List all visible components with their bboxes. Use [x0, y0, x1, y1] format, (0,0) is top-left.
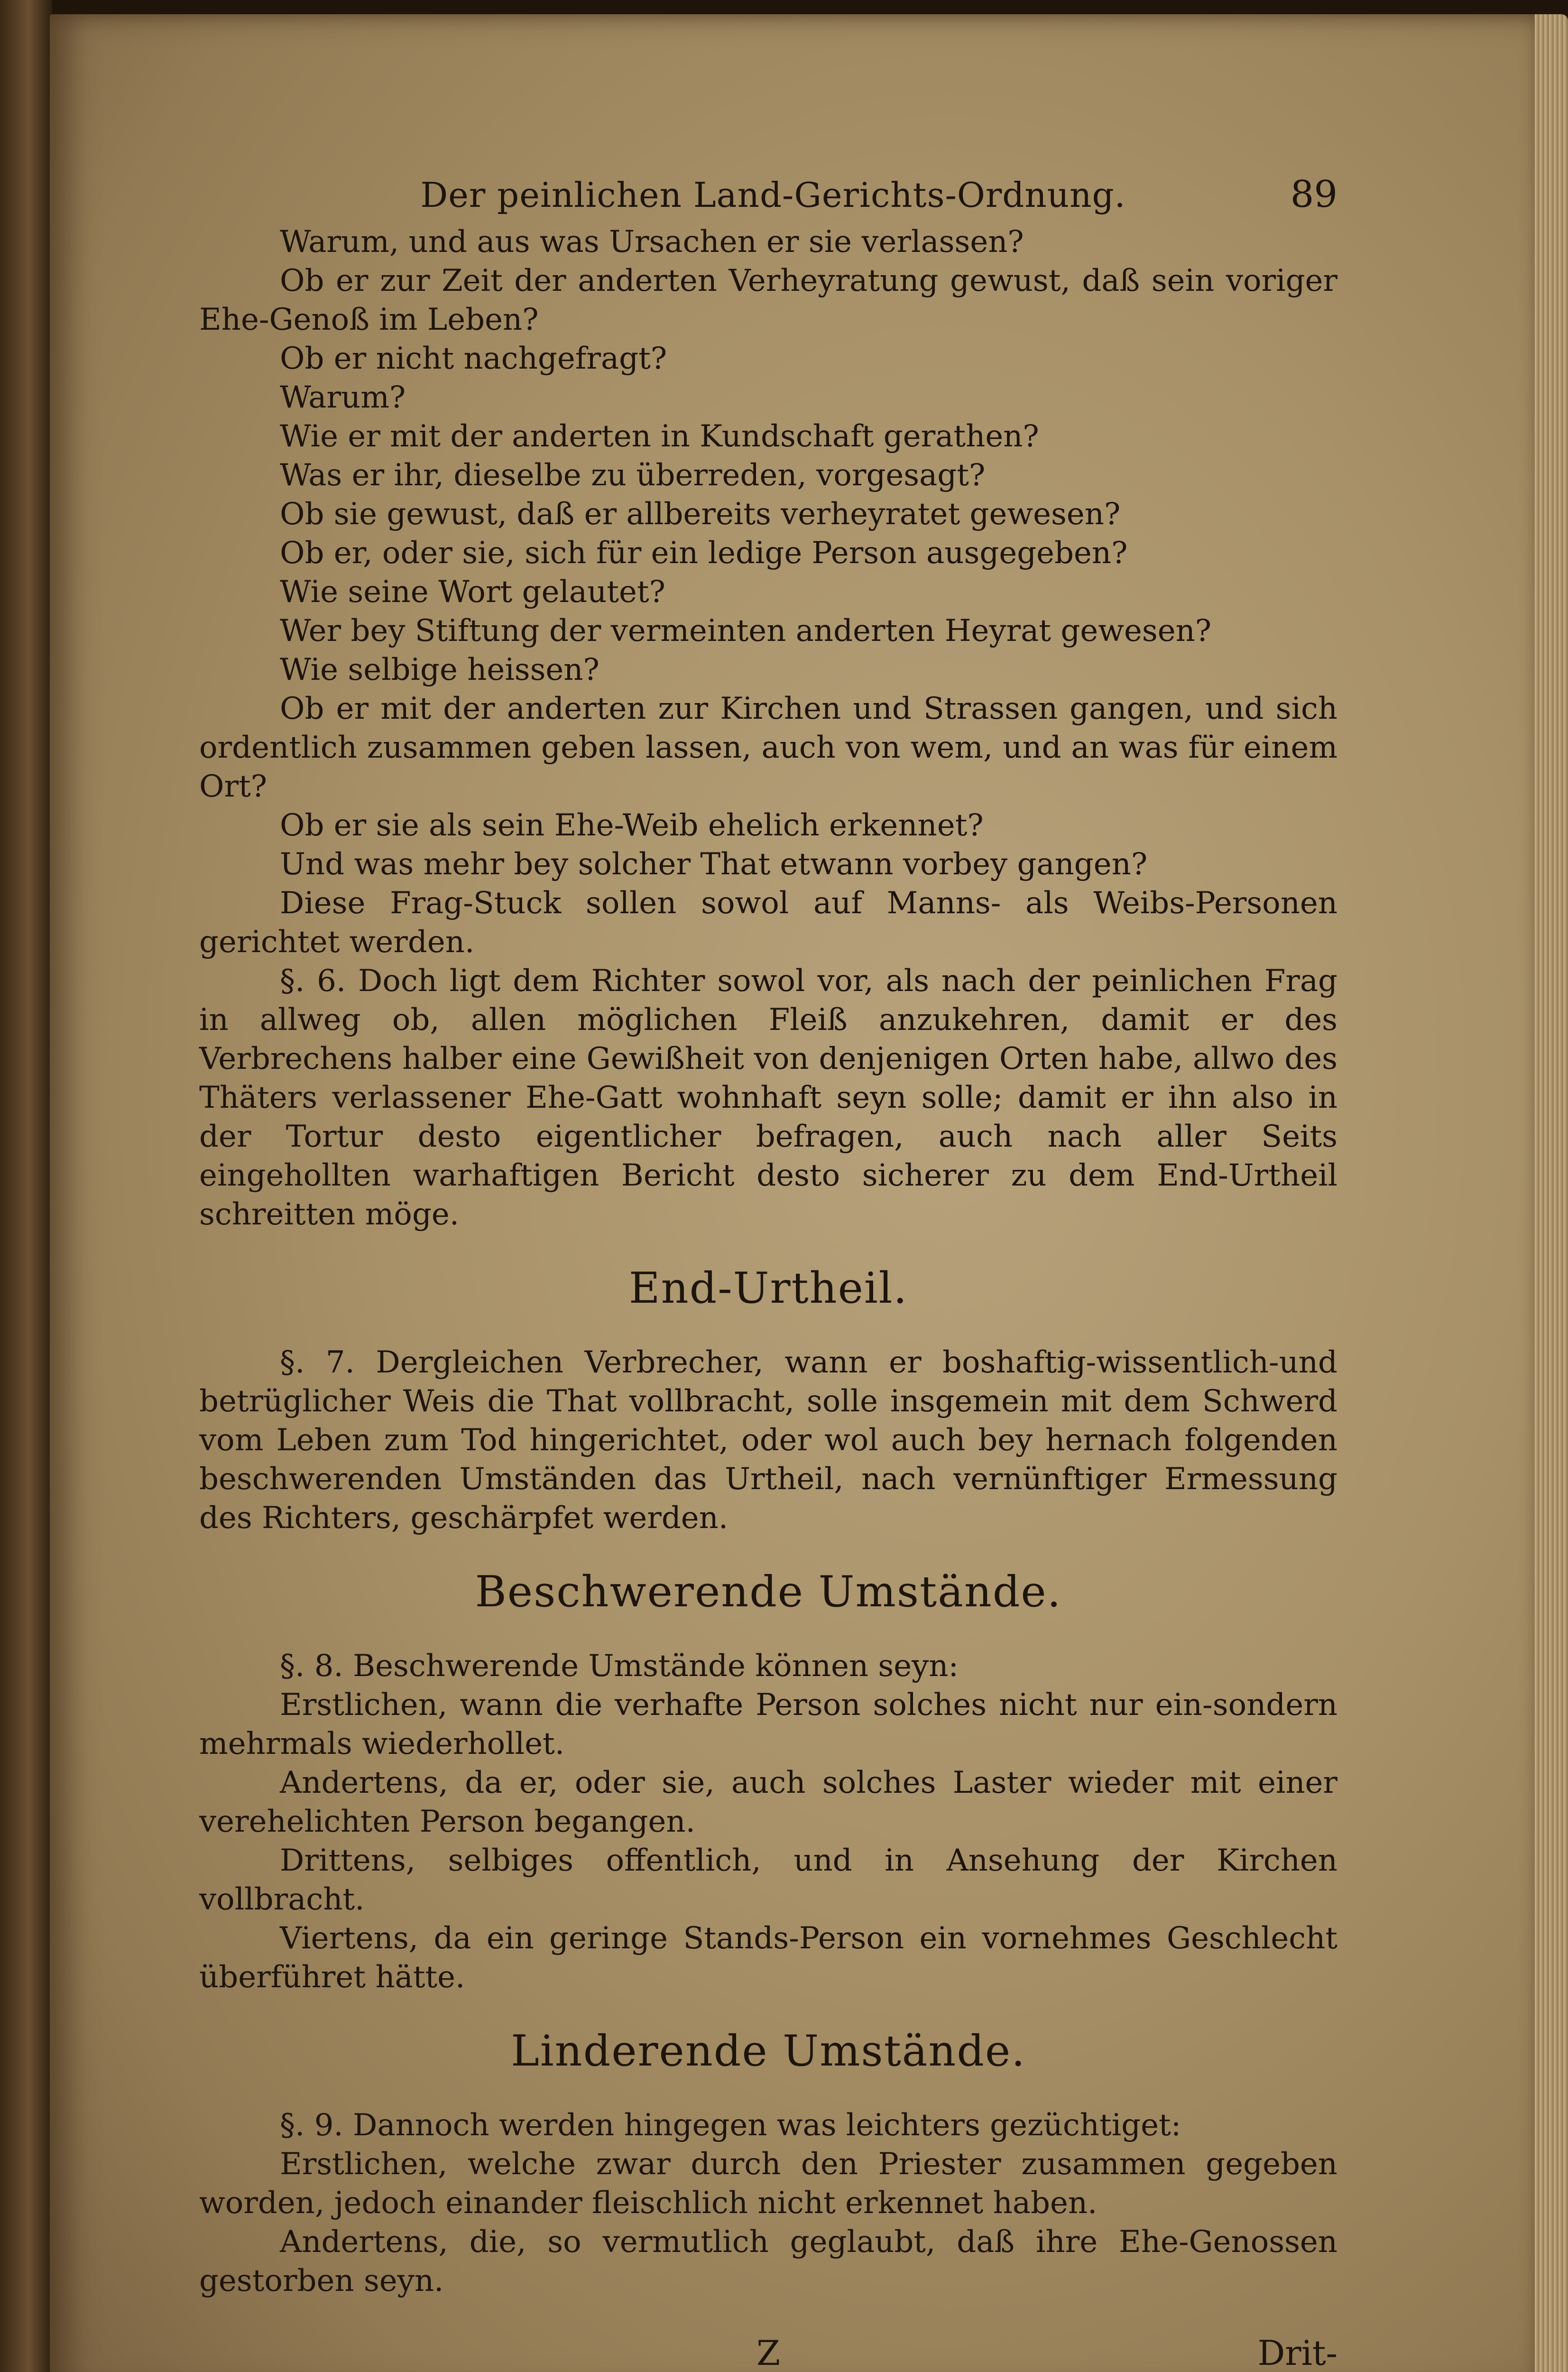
question-line: Was er ihr, dieselbe zu überreden, vorgesagt? [280, 458, 986, 493]
question-line: Ob sie gewust, daß er allbereits verheyratet gewesen? [280, 497, 1121, 532]
mitigating-item: Andertens, die, so vermutlich geglaubt, daß ihre Ehe-Genossen gestorben seyn. [199, 2224, 1337, 2298]
running-head-title: Der peinlichen Land-Gerichts-Ordnung. [420, 175, 1126, 215]
heading-linderende-umstaende: Linderende Umstände. [511, 2026, 1026, 2076]
question-line: Ob er nicht nachgefragt? [280, 341, 667, 376]
question-line: Wie selbige heissen? [280, 652, 600, 687]
question-line: Wer bey Stiftung der vermeinten anderten Heyrat gewesen? [280, 613, 1212, 649]
question-line: Wie seine Wort gelautet? [280, 574, 665, 610]
page-number: 89 [1290, 173, 1337, 216]
paragraph-7: §. 7. Dergleichen Verbrecher, wann er boshaftig-wissentlich-und betrüglicher Weis die That vollbracht, solle insgemein mit dem Schwerd vom Leben zum Tod hingerichtet, oder wol auch bey hernach folgenden beschwerenden Umständen das Urtheil, nach vernünftiger Ermessung des Richters, geschärpfet werden. [199, 1345, 1337, 1536]
question-line: Warum, und aus was Ursachen er sie verlassen? [280, 224, 1024, 259]
question-line: Wie er mit der anderten in Kundschaft gerathen? [280, 419, 1039, 454]
question-line: Und was mehr bey solcher That etwann vorbey gangen? [280, 847, 1148, 882]
signature-mark: Z [756, 2333, 781, 2372]
page-footer [199, 2334, 1337, 2372]
question-line: Diese Frag-Stuck sollen sowol auf Manns- als Weibs-Personen gerichtet werden. [199, 886, 1337, 960]
catchword: Drit- [1257, 2333, 1337, 2372]
question-line: Ob er sie als sein Ehe-Weib ehelich erkennet? [280, 808, 984, 843]
paragraph-8-intro: §. 8. Beschwerende Umstände können seyn: [280, 1649, 959, 1684]
running-head [199, 171, 1337, 219]
paragraph-6: §. 6. Doch ligt dem Richter sowol vor, als nach der peinlichen Frag in allweg ob, allen möglichen Fleiß anzukehren, damit er des Verbrechens halber eine Gewißheit von denjenigen Orten habe, allwo des Thäters verlassener Ehe-Gatt wohnhaft seyn solle; damit er ihn also in der Tortur desto eigentlicher befragen, auch nach aller Seits eingehollten warhaftigen Bericht desto sicherer zu dem End-Urtheil schreitten möge. [199, 964, 1337, 1232]
page-text [199, 171, 1337, 2372]
heading-end-urtheil: End-Urtheil. [628, 1263, 908, 1313]
question-line: Ob er, oder sie, sich für ein ledige Person ausgegeben? [280, 536, 1128, 571]
mitigating-item: Erstlichen, welche zwar durch den Priester zusammen gegeben worden, jedoch einander fleischlich nicht erkennet haben. [199, 2147, 1337, 2221]
aggravating-item: Drittens, selbiges offentlich, und in Ansehung der Kirchen vollbracht. [199, 1843, 1337, 1917]
question-line: Ob er zur Zeit der anderten Verheyratung gewust, daß sein voriger Ehe-Genoß im Leben? [199, 263, 1337, 337]
aggravating-item: Viertens, da ein geringe Stands-Person ein vornehmes Geschlecht überführet hätte. [199, 1921, 1337, 1995]
question-line: Ob er mit der anderten zur Kirchen und Strassen gangen, und sich ordentlich zusammen geben lassen, auch von wem, und an was für einem Ort? [199, 691, 1337, 804]
paragraph-9-intro: §. 9. Dannoch werden hingegen was leichters gezüchtiget: [280, 2108, 1181, 2143]
aggravating-item: Andertens, da er, oder sie, auch solches Laster wieder mit einer verehelichten Person begangen. [199, 1765, 1337, 1839]
heading-beschwerende-umstaende: Beschwerende Umstände. [475, 1567, 1062, 1617]
page-stack-edge [1535, 14, 1568, 2372]
facing-page-edge [0, 0, 52, 2372]
aggravating-item: Erstlichen, wann die verhafte Person solches nicht nur ein-sondern mehrmals wiederhollet. [199, 1687, 1337, 1761]
question-line: Warum? [280, 380, 406, 415]
